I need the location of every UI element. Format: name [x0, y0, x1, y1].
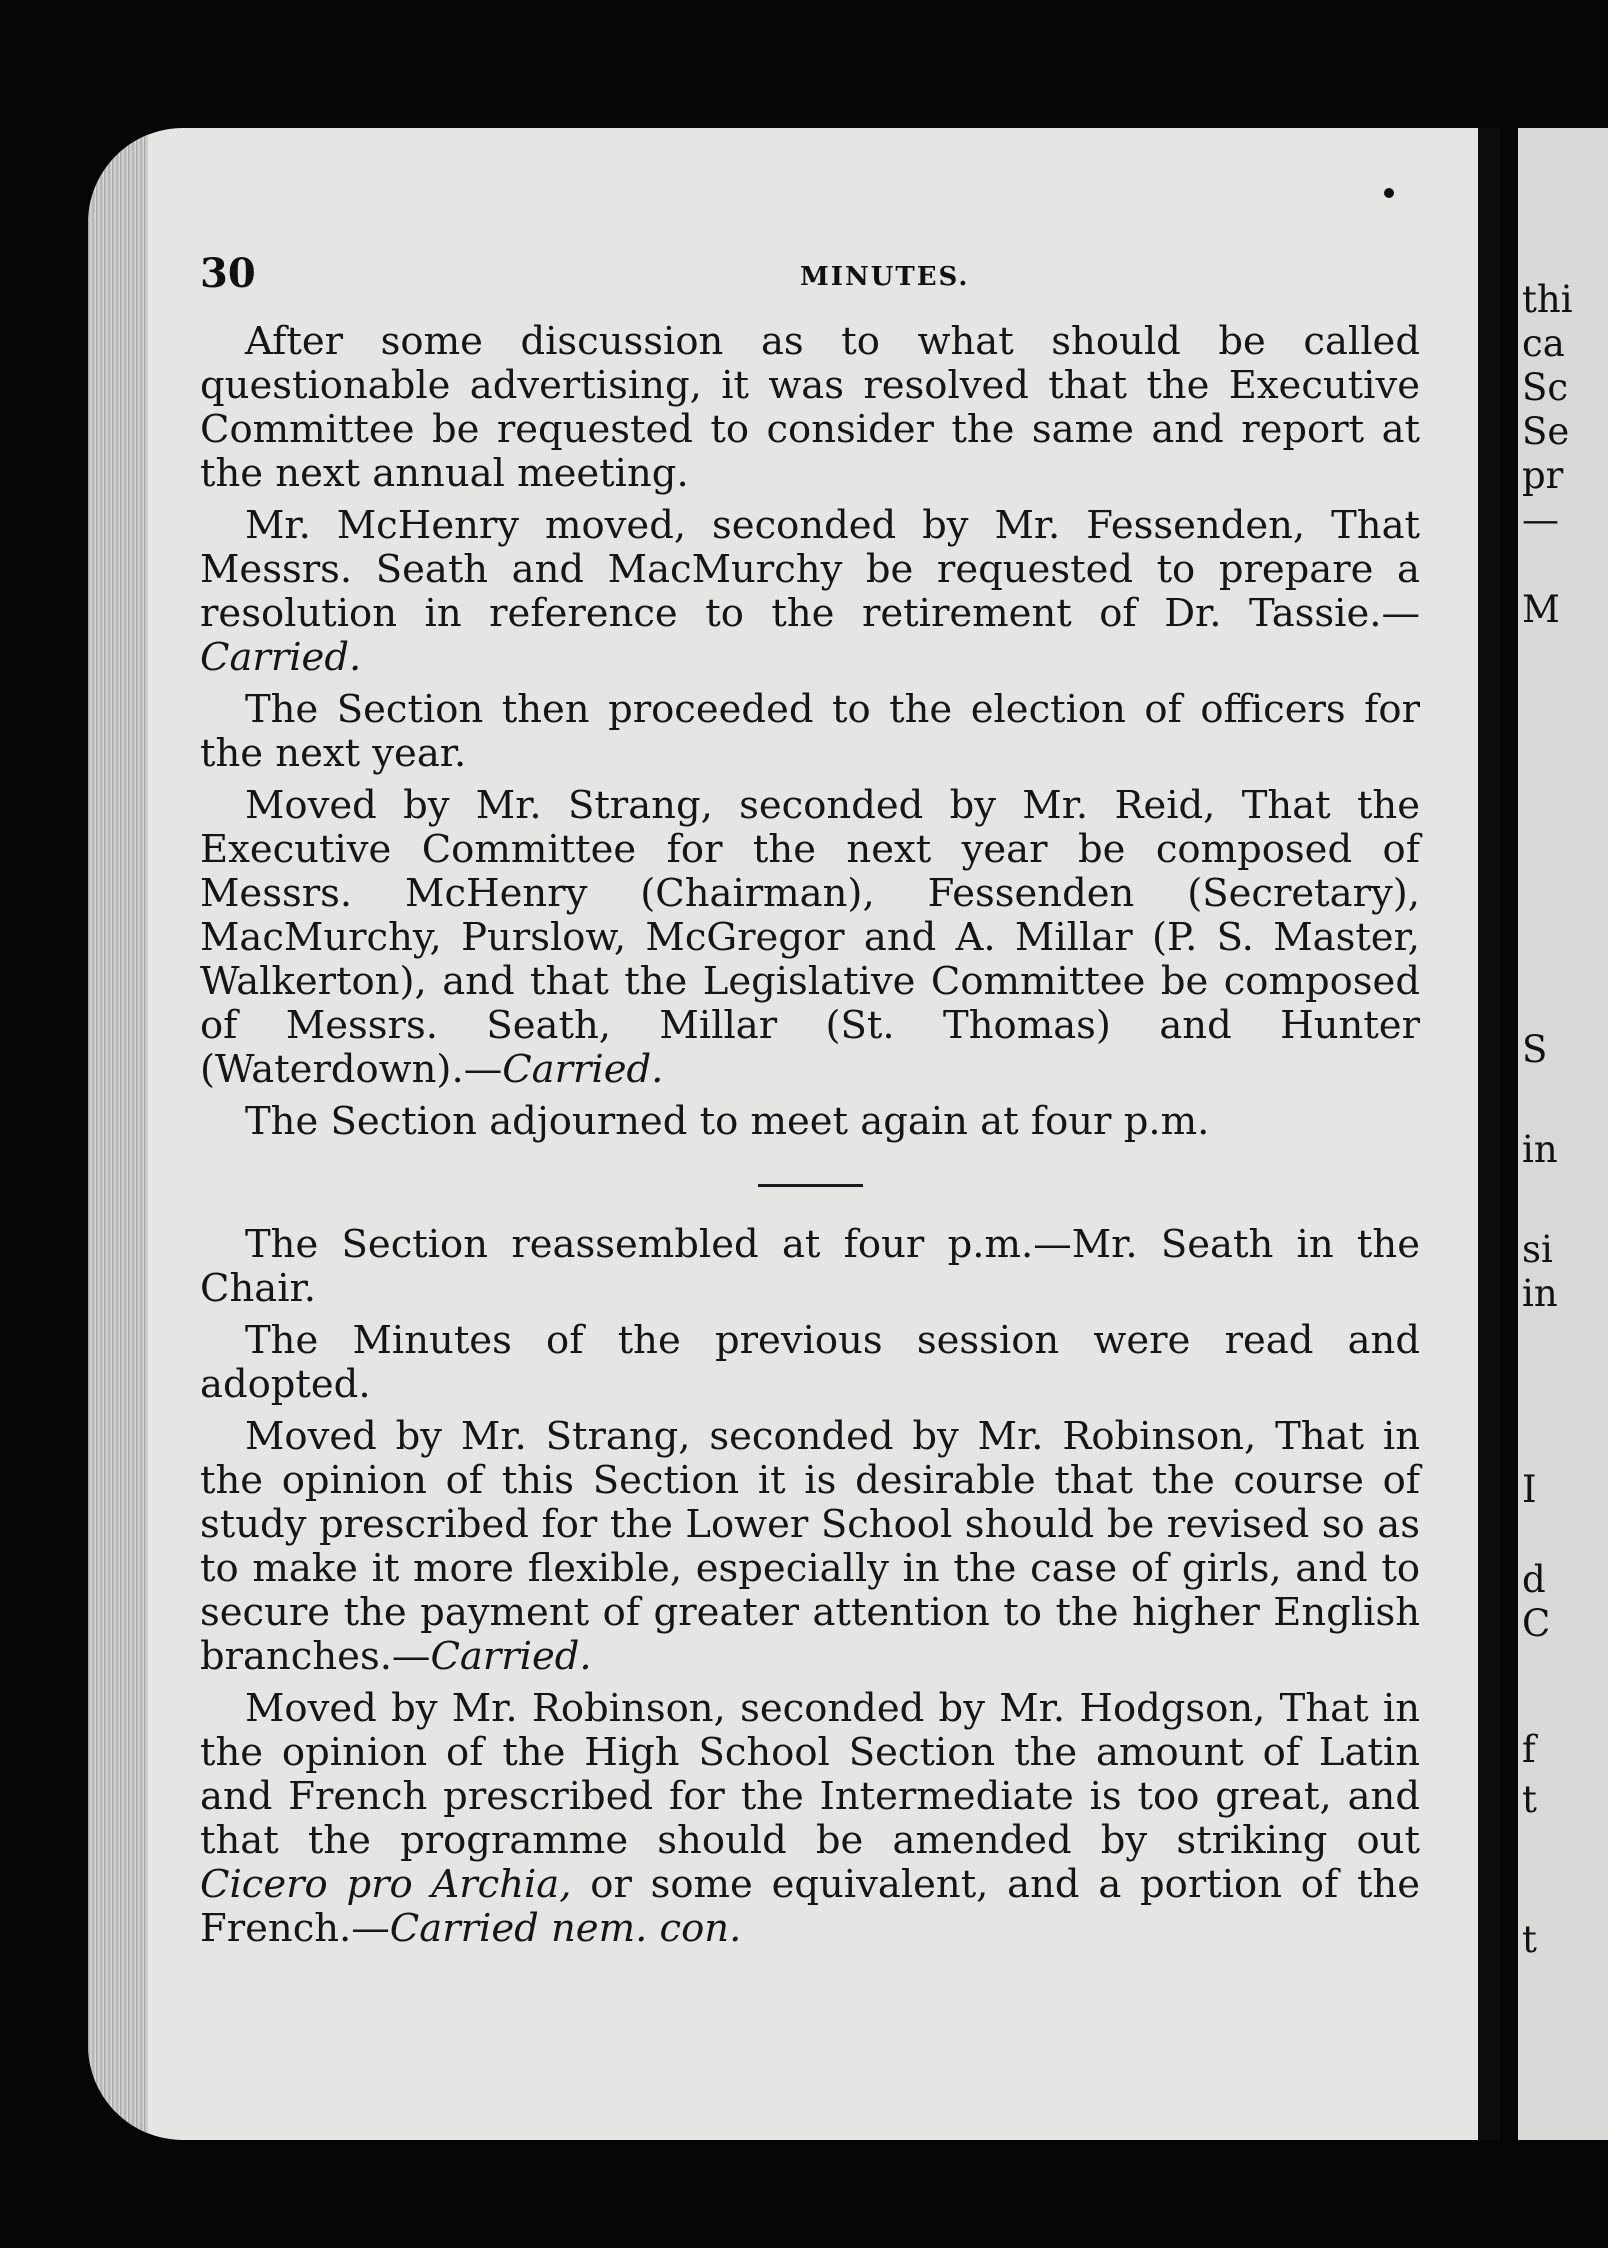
running-head: MINUTES. [800, 262, 970, 292]
facing-fragment: — [1522, 498, 1559, 541]
paragraph: The Minutes of the previous session were read and adopted. [200, 1318, 1420, 1407]
cicero-italic: Cicero pro Archia, [200, 1862, 572, 1907]
page-edges [88, 128, 148, 2140]
facing-fragment: d [1522, 1558, 1546, 1601]
paragraph: After some discussion as to what should be called questionable advertising, it was resolved that the Executive Committee be requested to consider the same and report at the next annual meeting. [200, 319, 1420, 496]
paragraph: Moved by Mr. Strang, seconded by Mr. Reid, That the Executive Committee for the next year be composed of Messrs. McHenry (Chairman), Fessenden (Secretary), MacMurchy, Purslow, McGregor and A. Millar (P. S. Master, Walkerton), and that the Legislative Committee be composed of Messrs. Seath, Millar (St. Thomas) and Hunter (Waterdown).—Carried. [200, 783, 1420, 1092]
facing-fragment: Sc [1522, 366, 1569, 409]
page-header [200, 250, 1420, 310]
facing-fragment: pr [1522, 454, 1564, 497]
facing-fragment: C [1522, 1602, 1551, 1645]
paragraph: The Section then proceeded to the election of officers for the next year. [200, 687, 1420, 776]
paragraph: Mr. McHenry moved, seconded by Mr. Fessenden, That Messrs. Seath and MacMurchy be requested to prepare a resolution in reference to the retirement of Dr. Tassie.— Carried. [200, 503, 1420, 680]
facing-fragment: si [1522, 1228, 1553, 1271]
facing-fragment: t [1522, 1778, 1537, 1821]
facing-fragment: f [1522, 1728, 1536, 1771]
facing-fragment: thi [1522, 278, 1573, 321]
paragraph: Moved by Mr. Strang, seconded by Mr. Robinson, That in the opinion of this Section it is desirable that the course of study prescribed for the Lower School should be revised so as to make it more flexible, especially in the case of girls, and to secure the payment of greater attention to the higher English branches.—Carried. [200, 1414, 1420, 1679]
facing-fragment: ca [1522, 322, 1565, 365]
facing-fragment: in [1522, 1128, 1558, 1171]
carried-italic: Carried. [502, 1047, 664, 1092]
facing-fragment: in [1522, 1272, 1558, 1315]
facing-fragment: I [1522, 1468, 1537, 1511]
paragraph: Moved by Mr. Robinson, seconded by Mr. Hodgson, That in the opinion of the High School Section the amount of Latin and French prescribed for the Intermediate is too great, and that the programme should be amended by striking out Cicero pro Archia, or some equivalent, and a portion of the French.—Carried nem. con. [200, 1686, 1420, 1951]
page-number: 30 [200, 250, 256, 297]
carried-italic: Carried. [430, 1634, 592, 1679]
minutes-text [200, 320, 1420, 1959]
ink-speck [1384, 188, 1394, 198]
facing-fragment: t [1522, 1918, 1537, 1961]
facing-fragment: Se [1522, 410, 1570, 453]
paragraph: The Section reassembled at four p.m.—Mr. Seath in the Chair. [200, 1222, 1420, 1311]
paragraph: The Section adjourned to meet again at four p.m. [245, 1099, 1210, 1144]
facing-fragment: M [1522, 588, 1560, 631]
carried-nem-con-italic: Carried nem. con. [389, 1906, 742, 1951]
facing-page [1518, 128, 1608, 2140]
book-gutter [1478, 128, 1500, 2140]
carried-italic: Carried. [200, 635, 362, 680]
facing-fragment: S [1522, 1028, 1548, 1071]
section-divider [758, 1184, 863, 1187]
